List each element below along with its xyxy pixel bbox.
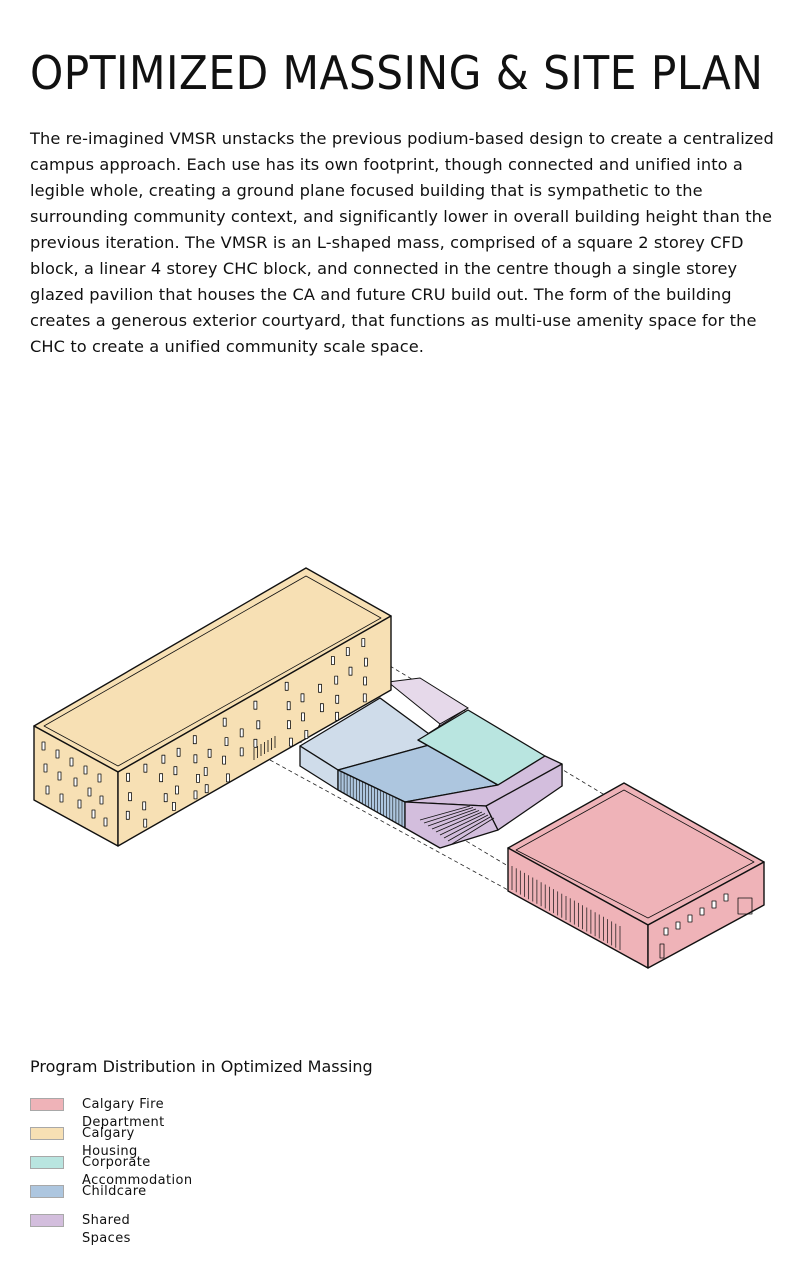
housing-window <box>301 694 304 702</box>
housing-window <box>289 738 292 746</box>
fire-window <box>664 928 668 935</box>
housing-window <box>205 785 208 793</box>
housing-window <box>285 682 288 690</box>
housing-window <box>197 774 200 782</box>
housing-window <box>362 639 365 647</box>
housing-window <box>364 658 367 666</box>
housing-window <box>129 793 132 801</box>
housing-window <box>144 764 147 772</box>
housing-window <box>74 778 77 786</box>
housing-window <box>84 766 87 774</box>
housing-window <box>42 742 45 750</box>
fire-window <box>724 894 728 901</box>
legend-swatch-corporate <box>30 1156 64 1169</box>
housing-window <box>126 811 129 819</box>
intro-paragraph: The re-imagined VMSR unstacks the previous podium-based design to create a centralized campus approach. Each use has its own footprint, though connected and unified into a legible whole, creating a ground plane focused building that is sympathetic to the surrounding community context, and significantly lower in overall building height than the previous iteration. The VMSR is an L-shaped mass, comprised of a square 2 storey CFD block, a linear 4 storey CHC block, and connected in the centre though a single storey glazed pavilion that houses the CA and future CRU build out. The form of the building creates a generous exterior courtyard, that functions as multi-use amenity space for the CHC to create a unified community scale space. <box>30 129 774 356</box>
fire-window <box>676 922 680 929</box>
housing-window <box>240 729 243 737</box>
legend-swatch-childcare <box>30 1185 64 1198</box>
housing-window <box>302 713 305 721</box>
housing-window <box>336 695 339 703</box>
housing-window <box>287 721 290 729</box>
housing-window <box>194 791 197 799</box>
housing-window <box>104 818 107 826</box>
housing-window <box>44 764 47 772</box>
housing-window <box>336 712 339 720</box>
housing-window <box>56 750 59 758</box>
housing-window <box>363 694 366 702</box>
legend-label-fire: Calgary Fire Department <box>82 1097 165 1130</box>
housing-window <box>58 772 61 780</box>
housing-window <box>172 802 175 810</box>
housing-window <box>320 704 323 712</box>
housing-window <box>193 736 196 744</box>
housing-window <box>305 731 308 739</box>
fire-department-block <box>508 783 764 968</box>
housing-window <box>287 702 290 710</box>
housing-window <box>177 748 180 756</box>
housing-window <box>223 718 226 726</box>
legend-label-childcare: Childcare <box>82 1184 147 1199</box>
housing-window <box>144 819 147 827</box>
housing-window <box>331 657 334 665</box>
housing-window <box>127 773 130 781</box>
housing-window <box>254 701 257 709</box>
housing-window <box>162 755 165 763</box>
housing-window <box>143 802 146 810</box>
massing-diagram <box>0 540 786 990</box>
housing-window <box>160 774 163 782</box>
legend-label-shared: Shared Spaces <box>82 1213 131 1246</box>
housing-window <box>70 758 73 766</box>
housing-window <box>88 788 91 796</box>
fire-window <box>688 915 692 922</box>
housing-window <box>60 794 63 802</box>
legend-swatch-housing <box>30 1127 64 1140</box>
legend-swatch-shared <box>30 1214 64 1227</box>
housing-window <box>319 684 322 692</box>
housing-window <box>204 768 207 776</box>
housing-window <box>92 810 95 818</box>
page-title: OPTIMIZED MASSING & SITE PLAN <box>30 46 764 100</box>
fire-window <box>700 908 704 915</box>
housing-window <box>346 648 349 656</box>
legend-title: Program Distribution in Optimized Massing <box>30 1057 373 1076</box>
housing-window <box>98 774 101 782</box>
housing-window <box>257 721 260 729</box>
housing-window <box>164 794 167 802</box>
housing-window <box>240 748 243 756</box>
housing-window <box>335 676 338 684</box>
housing-window <box>194 755 197 763</box>
housing-window <box>364 677 367 685</box>
housing-window <box>174 767 177 775</box>
housing-window <box>46 786 49 794</box>
legend-label-housing: Calgary Housing <box>82 1126 138 1159</box>
housing-block <box>34 568 391 846</box>
housing-window <box>349 667 352 675</box>
housing-window <box>100 796 103 804</box>
housing-window <box>78 800 81 808</box>
legend-swatch-fire <box>30 1098 64 1111</box>
housing-window <box>225 738 228 746</box>
housing-window <box>175 786 178 794</box>
housing-window <box>208 749 211 757</box>
legend-label-corporate: Corporate Accommodation <box>82 1155 193 1188</box>
fire-window <box>712 901 716 908</box>
housing-window <box>223 756 226 764</box>
pavilion-block <box>300 698 562 848</box>
housing-window <box>254 739 257 747</box>
housing-window <box>226 774 229 782</box>
